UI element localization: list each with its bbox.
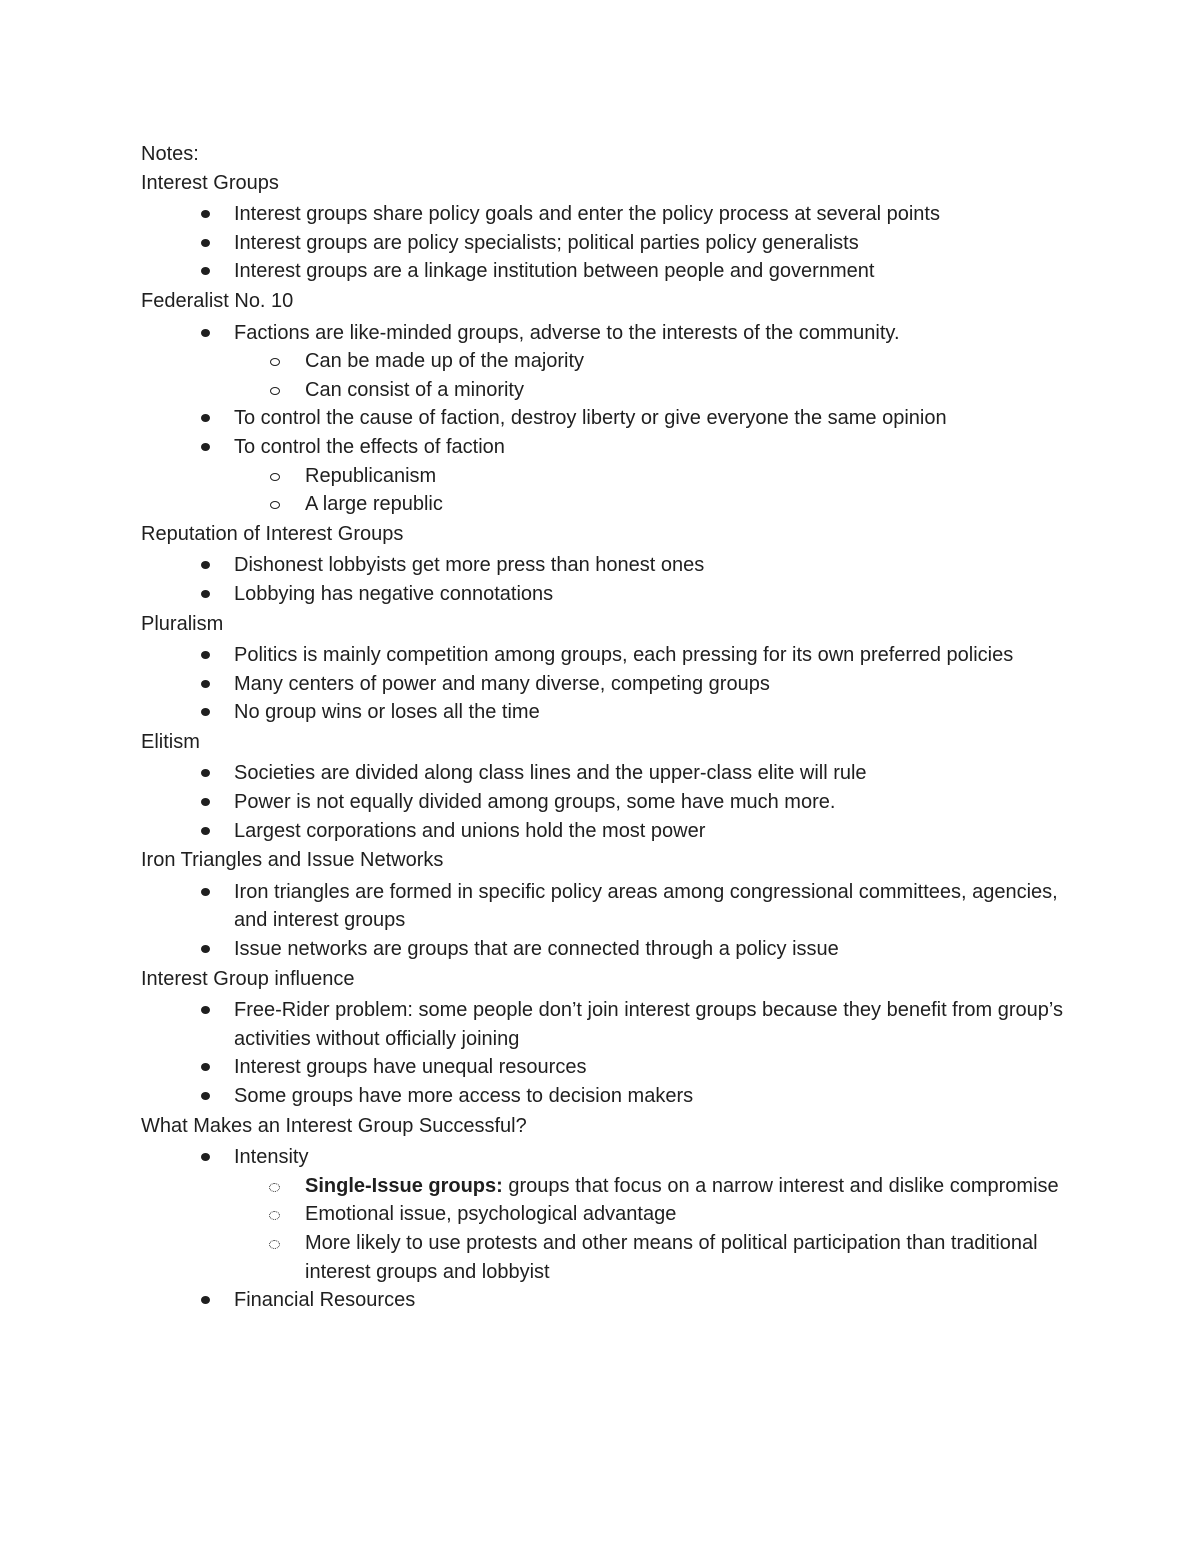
sub-list-item: More likely to use protests and other means of political participation than traditional interest groups and lobbyist (305, 1229, 1071, 1286)
bullet-icon (201, 590, 210, 598)
bullet-icon (201, 651, 210, 659)
list-item: Many centers of power and many diverse, competing groups (234, 670, 1071, 699)
bullet-icon (201, 769, 210, 777)
sub-list-item: Can be made up of the majority (305, 347, 1071, 376)
sub-list-item: Single-Issue groups: groups that focus on a narrow interest and dislike compromise (305, 1172, 1071, 1201)
section-heading-pluralism: Pluralism (141, 612, 224, 635)
list-item: Interest groups are a linkage institution between people and government (234, 257, 1071, 286)
reputation-list (141, 551, 1071, 608)
notes-content (141, 140, 1071, 1316)
bullet-icon (201, 1063, 210, 1071)
list-item: Issue networks are groups that are connected through a policy issue (234, 935, 1071, 964)
list-item: Politics is mainly competition among groups, each pressing for its own preferred policies (234, 641, 1071, 670)
list-item: Largest corporations and unions hold the most power (234, 817, 1071, 846)
section-heading-reputation: Reputation of Interest Groups (141, 522, 404, 545)
list-item: Intensity Single-Issue groups: groups that focus on a narrow interest and dislike compromise Emotional issue, psychological advantage More likely to use protests and other means of political participation than traditional interest groups and lobbyist (234, 1143, 1071, 1286)
dotted-bullet-icon (269, 1183, 280, 1192)
term-label: Single-Issue groups: (305, 1174, 503, 1197)
sub-list-item: Republicanism (305, 462, 1071, 491)
list-item: Factions are like-minded groups, adverse to the interests of the community. Can be made up of the majority Can consist of a minority (234, 319, 1071, 405)
bullet-icon (201, 239, 210, 247)
dotted-bullet-icon (269, 1240, 280, 1249)
sub-list (234, 462, 1071, 519)
bullet-icon (201, 708, 210, 716)
sub-list-item: A large republic (305, 490, 1071, 519)
iron-triangles-list (141, 878, 1071, 964)
bullet-icon (201, 680, 210, 688)
section-heading-interest-groups: Interest Groups (141, 171, 279, 194)
list-item: Power is not equally divided among groups, some have much more. (234, 788, 1071, 817)
list-item: Interest groups share policy goals and enter the policy process at several points (234, 200, 1071, 229)
list-item: Lobbying has negative connotations (234, 580, 1071, 609)
bullet-icon (201, 888, 210, 896)
section-heading-success: What Makes an Interest Group Successful? (141, 1114, 527, 1137)
hollow-bullet-icon (270, 358, 280, 366)
bullet-icon (201, 561, 210, 569)
pluralism-list (141, 641, 1071, 727)
list-item: Iron triangles are formed in specific policy areas among congressional committees, agencies, and interest groups (234, 878, 1071, 935)
dotted-bullet-icon (269, 1211, 280, 1220)
sub-list (234, 347, 1071, 404)
bullet-icon (201, 414, 210, 422)
hollow-bullet-icon (270, 473, 280, 481)
bullet-icon (201, 798, 210, 806)
bullet-icon (201, 210, 210, 218)
list-item: No group wins or loses all the time (234, 698, 1071, 727)
notes-title: Notes: (141, 143, 199, 165)
interest-groups-list (141, 200, 1071, 286)
hollow-bullet-icon (270, 387, 280, 395)
list-item: To control the effects of faction Republicanism A large republic (234, 433, 1071, 519)
list-item: Interest groups have unequal resources (234, 1053, 1071, 1082)
influence-list (141, 996, 1071, 1110)
sub-list-item: Can consist of a minority (305, 376, 1071, 405)
section-heading-elitism: Elitism (141, 730, 200, 753)
list-item: To control the cause of faction, destroy liberty or give everyone the same opinion (234, 404, 1071, 433)
list-item: Free-Rider problem: some people don’t join interest groups because they benefit from group’s activities without officially joining (234, 996, 1071, 1053)
elitism-list (141, 759, 1071, 845)
bullet-icon (201, 1153, 210, 1161)
list-item: Some groups have more access to decision makers (234, 1082, 1071, 1111)
bullet-icon (201, 827, 210, 835)
bullet-icon (201, 267, 210, 275)
section-heading-influence: Interest Group influence (141, 967, 355, 990)
bullet-icon (201, 1006, 210, 1014)
section-heading-federalist: Federalist No. 10 (141, 289, 294, 312)
list-item: Dishonest lobbyists get more press than honest ones (234, 551, 1071, 580)
section-heading-iron-triangles: Iron Triangles and Issue Networks (141, 849, 444, 872)
sub-list (234, 1172, 1071, 1286)
bullet-icon (201, 329, 210, 337)
bullet-icon (201, 1092, 210, 1100)
bullet-icon (201, 1296, 210, 1304)
bullet-icon (201, 945, 210, 953)
sub-list-item: Emotional issue, psychological advantage (305, 1200, 1071, 1229)
federalist-list (141, 319, 1071, 519)
list-item: Financial Resources (234, 1286, 1071, 1315)
bullet-icon (201, 443, 210, 451)
hollow-bullet-icon (270, 501, 280, 509)
list-item: Interest groups are policy specialists; political parties policy generalists (234, 229, 1071, 258)
success-list (141, 1143, 1071, 1315)
list-item: Societies are divided along class lines and the upper-class elite will rule (234, 759, 1071, 788)
